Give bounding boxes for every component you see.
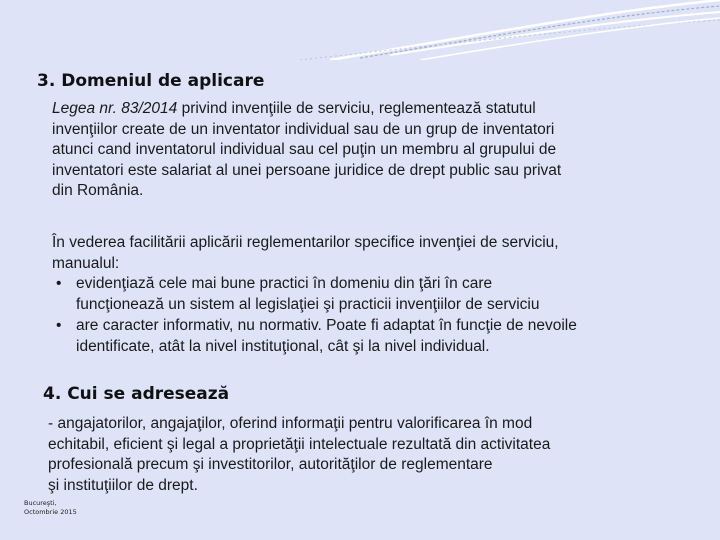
paragraph-line: atunci cand inventatorul individual sau cel puţin un membru al grupului de xyxy=(52,141,557,158)
footer xyxy=(24,499,77,517)
bullet-item-line: identificate, atât la nivel instituţional, cât şi la nivel individual. xyxy=(76,338,490,355)
bullet-icon: • xyxy=(56,275,62,292)
section-heading-audience: 4. Cui se adresează xyxy=(43,384,230,404)
wave-decoration xyxy=(0,0,720,60)
footer-location: Bucureşti, xyxy=(24,499,57,507)
bullet-item-line: evidenţiază cele mai bune practici în domeniu din ţări în care xyxy=(76,275,493,292)
bullet-item-line: are caracter informativ, nu normativ. Poate fi adaptat în funcţie de nevoile xyxy=(76,317,577,334)
paragraph-manual xyxy=(52,233,559,274)
law-reference: Legea nr. 83/2014 xyxy=(52,100,178,117)
paragraph-line: manualul: xyxy=(52,254,120,272)
paragraph-audience xyxy=(48,414,550,496)
paragraph-line: În vederea facilitării aplicării reglementarilor specifice invenţiei de serviciu, xyxy=(52,234,559,251)
paragraph-line: - angajatorilor, angajaţilor, oferind informaţii pentru valorificarea în mod xyxy=(48,415,533,432)
paragraph-line: profesională precum şi investitorilor, autorităţilor de reglementare xyxy=(48,456,493,473)
bullet-icon: • xyxy=(56,317,62,334)
paragraph-line: şi instituţiilor de drept. xyxy=(48,476,198,494)
bullet-item-line: funcţionează un sistem al legislaţiei şi practicii invenţiilor de serviciu xyxy=(76,296,540,313)
footer-date: Octombrie 2015 xyxy=(24,508,77,516)
paragraph-line: echitabil, eficient şi legal a proprietăţii intelectuale rezultată din activitatea xyxy=(48,435,551,453)
paragraph-line xyxy=(52,99,561,120)
paragraph-scope xyxy=(52,99,561,202)
paragraph-line-rest: privind invenţiile de serviciu, reglementează statutul xyxy=(177,100,536,117)
paragraph-line: inventatori este salariat al unei persoane juridice de drept public sau privat xyxy=(52,161,562,179)
paragraph-line: din România. xyxy=(52,182,144,199)
paragraph-line: invenţiilor create de un inventator individual sau de un grup de inventatori xyxy=(52,120,555,138)
bullet-list xyxy=(52,274,672,356)
section-heading-domain: 3. Domeniul de aplicare xyxy=(37,71,265,91)
